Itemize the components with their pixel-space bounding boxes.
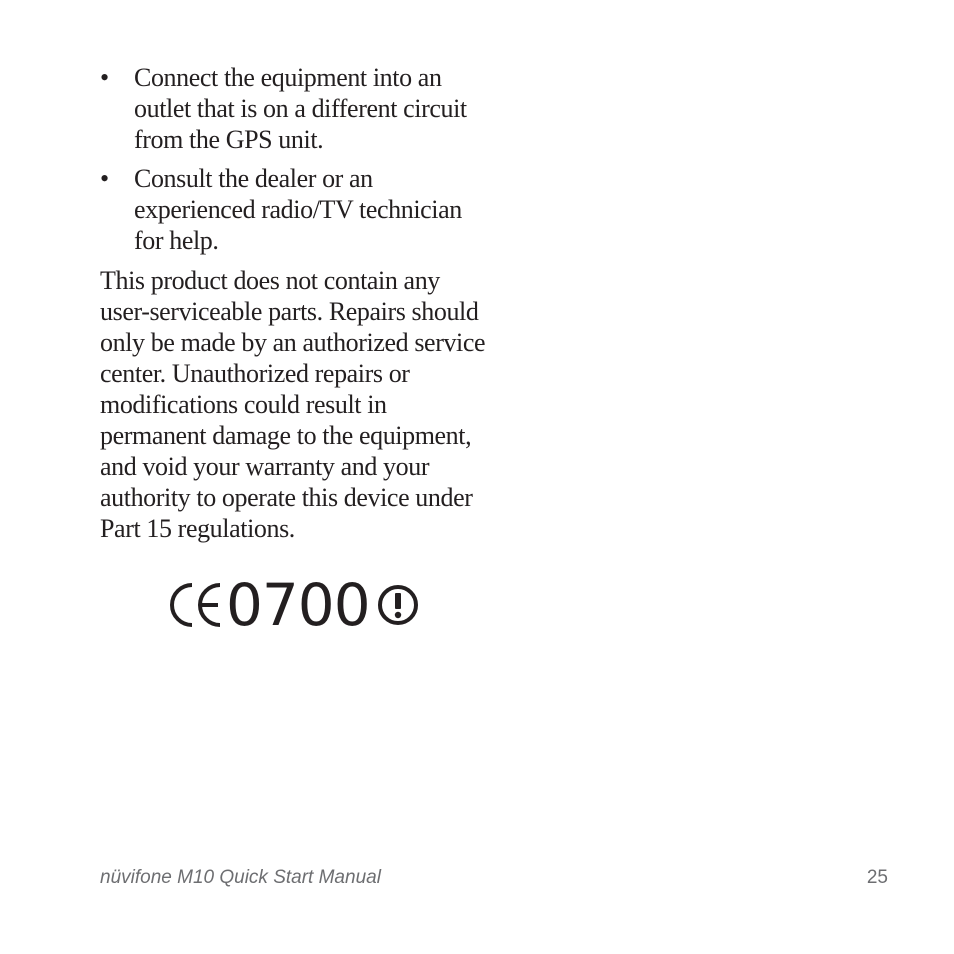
compliance-marks — [166, 570, 420, 640]
page-number: 25 — [866, 867, 888, 888]
list-item — [100, 163, 490, 256]
bullet-text: Consult the dealer or an experienced radio/TV technician for help. — [134, 164, 462, 255]
warranty-paragraph: This product does not contain any user-serviceable parts. Repairs should only be made by an authorized service center. Unauthorized repairs or modifications could result in permanent damage to the equipment, and void your warranty and your authority to operate this device under Part 15 regulations. — [100, 266, 486, 543]
notified-body-number: 0700 — [226, 571, 370, 639]
main-text — [100, 62, 490, 544]
alert-class-2-icon — [376, 583, 420, 627]
list-item — [100, 62, 490, 155]
manual-title: nüvifone M10 Quick Start Manual — [100, 867, 381, 888]
ce-mark-icon — [166, 579, 224, 631]
bullet-text: Connect the equipment into an outlet that is on a different circuit from the GPS unit. — [134, 63, 467, 154]
bullet-marker: • — [100, 164, 109, 193]
bullet-marker: • — [100, 63, 109, 92]
bullet-list — [100, 62, 490, 256]
